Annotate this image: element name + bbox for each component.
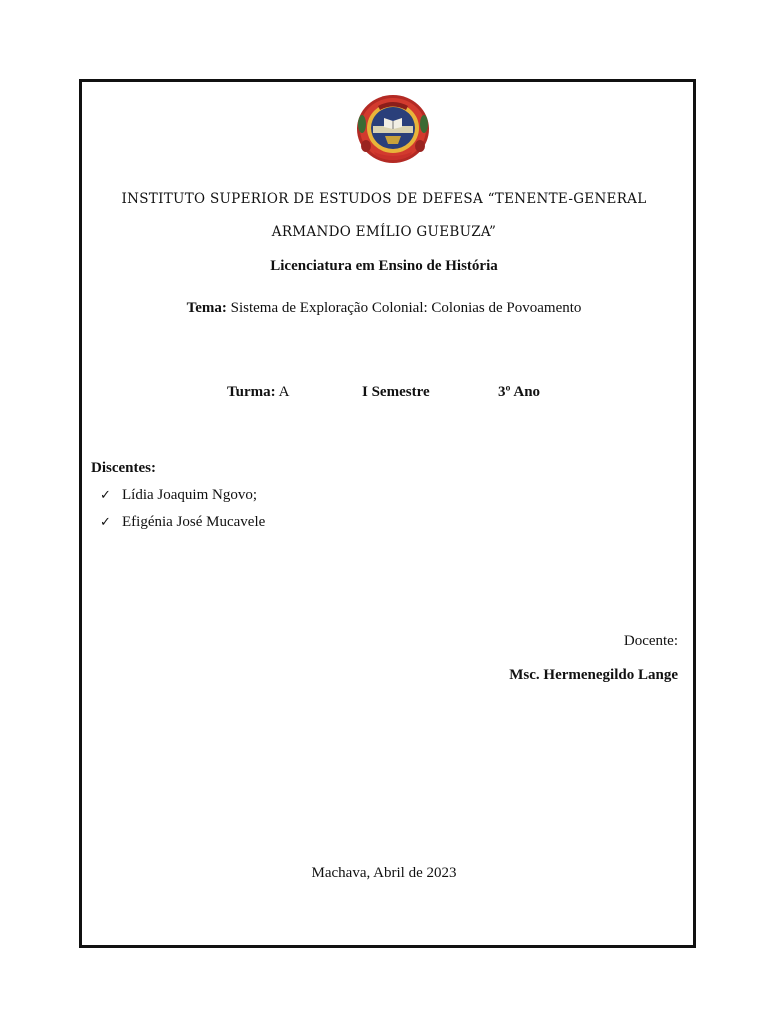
theme-line — [80, 300, 688, 317]
list-item — [100, 514, 265, 531]
course-title: Licenciatura em Ensino de História — [270, 258, 498, 274]
institution-seal-icon — [356, 94, 430, 164]
teacher-label: Docente: — [623, 633, 678, 649]
list-item — [100, 487, 257, 504]
checkmark-icon: ✓ — [100, 515, 111, 530]
turma-label: Turma: — [227, 384, 276, 400]
teacher-name: Msc. Hermenegildo Lange — [509, 667, 678, 683]
student-name: Efigénia José Mucavele — [122, 514, 266, 530]
institution-name-line-2: ARMANDO EMÍLIO GUEBUZA” — [271, 224, 497, 240]
institution-name-line-1: INSTITUTO SUPERIOR DE ESTUDOS DE DEFESA “TENENTE-GENERAL — [121, 191, 647, 207]
place-date: Machava, Abril de 2023 — [311, 865, 457, 881]
checkmark-icon: ✓ — [100, 488, 111, 503]
class-turma — [227, 384, 289, 401]
class-semester: I Semestre — [362, 384, 430, 400]
students-label: Discentes: — [91, 460, 156, 476]
class-year: 3º Ano — [498, 384, 541, 400]
theme-label: Tema: — [186, 300, 227, 316]
turma-value: A — [278, 384, 290, 400]
theme-value: Sistema de Exploração Colonial: Colonias de Povoamento — [230, 300, 582, 316]
student-name: Lídia Joaquim Ngovo; — [122, 487, 257, 503]
